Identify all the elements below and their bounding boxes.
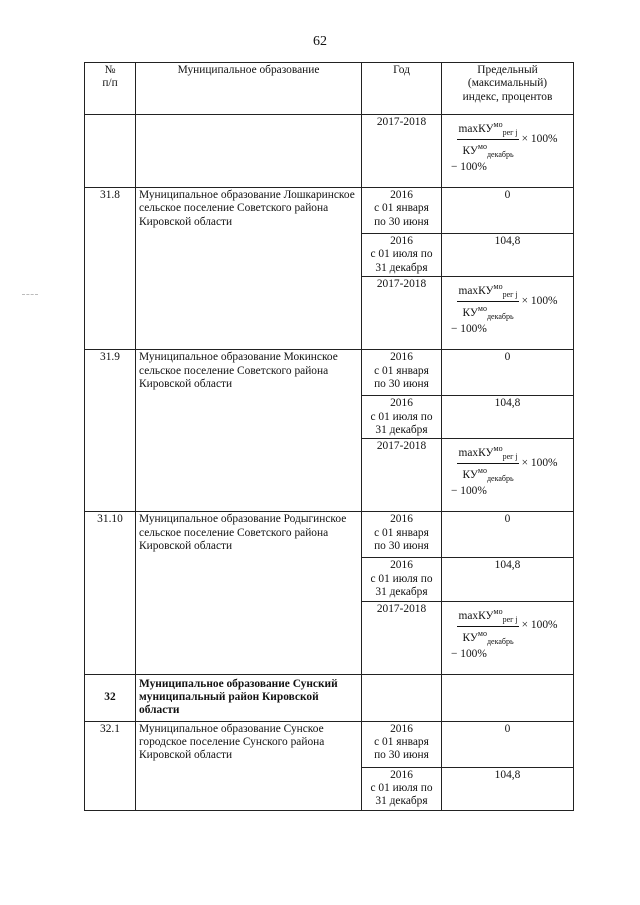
row-num: 31.9 (85, 350, 136, 512)
table-row (85, 188, 574, 234)
row-num (85, 115, 136, 188)
table-row (85, 512, 574, 558)
row-index-formula (442, 277, 574, 350)
row-year (362, 674, 442, 721)
tariff-table (84, 62, 574, 811)
row-num: 32.1 (85, 721, 136, 810)
row-year: 2016 с 01 января по 30 июня (362, 350, 442, 396)
row-year: 2016 с 01 июля по 31 декабря (362, 558, 442, 601)
formula-fraction (457, 118, 518, 161)
row-index: 104,8 (442, 767, 574, 810)
row-num: 31.10 (85, 512, 136, 674)
formula-multiplier: × 100% (521, 457, 558, 470)
formula-numerator: maxКУ$^{мо}_{рег j}$ (457, 442, 518, 464)
row-municipality: Муниципальное образование Сунский муниципальный район Кировской области (136, 674, 362, 721)
row-year: 2016 с 01 января по 30 июня (362, 188, 442, 234)
row-year: 2016 с 01 июля по 31 декабря (362, 234, 442, 277)
formula-numerator: maxКУ$^{мо}_{рег j}$ (457, 605, 518, 627)
table-header-row (85, 63, 574, 115)
header-num: № п/п (85, 63, 136, 115)
row-year: 2017-2018 (362, 601, 442, 674)
row-index: 0 (442, 350, 574, 396)
formula-minus: − 100% (451, 647, 487, 660)
row-year: 2016 с 01 июля по 31 декабря (362, 396, 442, 439)
row-index-formula (442, 439, 574, 512)
formula-multiplier: × 100% (521, 619, 558, 632)
formula-minus: − 100% (451, 485, 487, 498)
row-index: 104,8 (442, 234, 574, 277)
index-formula (445, 280, 570, 323)
row-year: 2017-2018 (362, 277, 442, 350)
row-municipality: Муниципальное образование Лошкаринское сельское поселение Советского района Кировской области (136, 188, 362, 350)
formula-fraction (457, 605, 518, 648)
formula-denominator: $КУ^{мо}_{декабрь}$ (462, 304, 514, 322)
row-year: 2017-2018 (362, 439, 442, 512)
row-index: 0 (442, 512, 574, 558)
row-index (442, 674, 574, 721)
row-year: 2017-2018 (362, 115, 442, 188)
formula-numerator: maxКУ$^{мо}_{рег j}$ (457, 280, 518, 302)
row-index-formula (442, 115, 574, 188)
row-municipality: Муниципальное образование Сунское городское поселение Сунского района Кировской области (136, 721, 362, 810)
margin-mark (22, 294, 38, 296)
header-year: Год (362, 63, 442, 115)
row-index-formula (442, 601, 574, 674)
row-num: 31.8 (85, 188, 136, 350)
row-municipality: Муниципальное образование Мокинское сельское поселение Советского района Кировской области (136, 350, 362, 512)
row-year: 2016 с 01 января по 30 июня (362, 721, 442, 767)
table-row (85, 721, 574, 767)
formula-denominator: $КУ^{мо}_{декабрь}$ (462, 142, 514, 159)
table-row (85, 350, 574, 396)
row-num: 32 (85, 674, 136, 721)
header-municipality: Муниципальное образование (136, 63, 362, 115)
row-index: 104,8 (442, 558, 574, 601)
formula-minus: − 100% (451, 161, 487, 173)
header-index: Предельный (максимальный) индекс, процентов (442, 63, 574, 115)
table-row (85, 674, 574, 721)
formula-fraction (457, 280, 518, 323)
row-year: 2016 с 01 июля по 31 декабря (362, 767, 442, 810)
formula-minus: − 100% (451, 323, 487, 336)
formula-multiplier: × 100% (521, 295, 558, 308)
row-index: 0 (442, 721, 574, 767)
formula-denominator: $КУ^{мо}_{декабрь}$ (462, 628, 514, 646)
page-number: 62 (313, 34, 327, 49)
row-index: 104,8 (442, 396, 574, 439)
index-formula (445, 605, 570, 648)
formula-fraction (457, 442, 518, 485)
formula-denominator: $КУ^{мо}_{декабрь}$ (462, 466, 514, 484)
row-year: 2016 с 01 января по 30 июня (362, 512, 442, 558)
row-index: 0 (442, 188, 574, 234)
table-row (85, 115, 574, 188)
row-municipality: Муниципальное образование Родыгинское сельское поселение Советского района Кировской области (136, 512, 362, 674)
formula-multiplier: × 100% (521, 132, 558, 145)
index-formula (445, 118, 570, 161)
row-municipality (136, 115, 362, 188)
index-formula (445, 442, 570, 485)
formula-numerator: maxКУ$^{мо}_{рег j}$ (457, 118, 518, 140)
